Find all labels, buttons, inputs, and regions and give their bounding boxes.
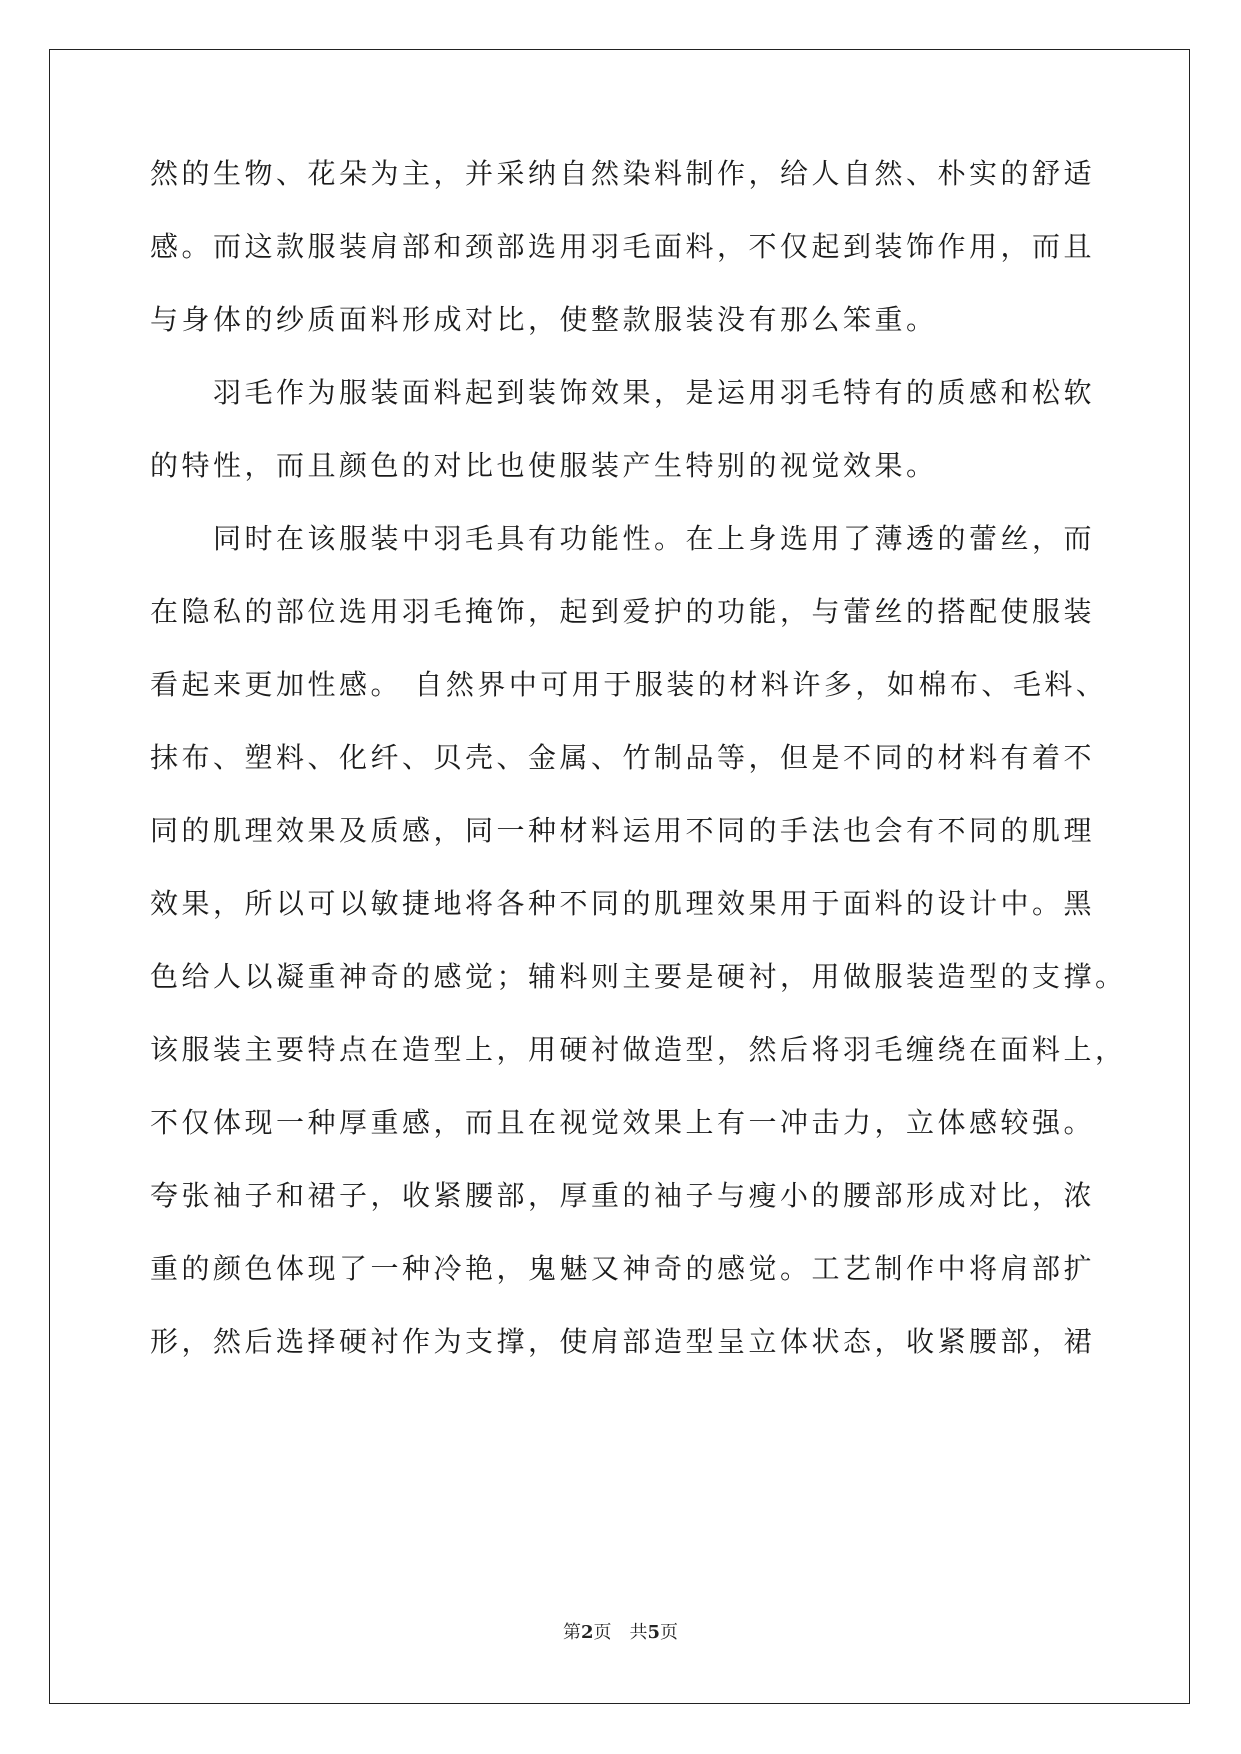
footer-middle: 页 共 [593, 1622, 648, 1643]
page-number-footer [0, 1622, 1241, 1644]
text-line: 形，然后选择硬衬作为支撑，使肩部造型呈立体状态，收紧腰部，裙 [150, 1325, 1096, 1358]
text-line: 重的颜色体现了一种冷艳，鬼魅又神奇的感觉。工艺制作中将肩部扩 [150, 1252, 1096, 1285]
total-page-number: 5 [647, 1622, 661, 1643]
text-line: 效果，所以可以敏捷地将各种不同的肌理效果用于面料的设计中。黑 [150, 887, 1096, 920]
text-line: 色给人以凝重神奇的感觉；辅料则主要是硬衬，用做服装造型的支撑。 [150, 960, 1127, 993]
text-line: 羽毛作为服装面料起到装饰效果，是运用羽毛特有的质感和松软 [150, 376, 1096, 409]
text-line: 然的生物、花朵为主，并采纳自然染料制作，给人自然、朴实的舒适 [150, 157, 1096, 190]
text-line: 同的肌理效果及质感，同一种材料运用不同的手法也会有不同的肌理 [150, 814, 1096, 847]
text-line: 同时在该服装中羽毛具有功能性。在上身选用了薄透的蕾丝，而 [150, 522, 1096, 555]
text-line: 该服装主要特点在造型上，用硬衬做造型，然后将羽毛缠绕在面料上， [150, 1033, 1127, 1066]
footer-prefix: 第 [562, 1622, 581, 1643]
footer-suffix: 页 [660, 1622, 679, 1643]
text-line: 与身体的纱质面料形成对比，使整款服装没有那么笨重。 [150, 303, 938, 336]
text-line: 抹布、塑料、化纤、贝壳、金属、竹制品等，但是不同的材料有着不 [150, 741, 1096, 774]
text-line: 看起来更加性感。 自然界中可用于服装的材料许多，如棉布、毛料、 [150, 668, 1108, 701]
text-line: 感。而这款服装肩部和颈部选用羽毛面料，不仅起到装饰作用，而且 [150, 230, 1096, 263]
page-border [49, 49, 1190, 1704]
text-line: 夸张袖子和裙子，收紧腰部，厚重的袖子与瘦小的腰部形成对比，浓 [150, 1179, 1096, 1212]
text-line: 的特性，而且颜色的对比也使服装产生特别的视觉效果。 [150, 449, 938, 482]
current-page-number: 2 [580, 1622, 594, 1643]
text-line: 在隐私的部位选用羽毛掩饰，起到爱护的功能，与蕾丝的搭配使服装 [150, 595, 1096, 628]
text-line: 不仅体现一种厚重感，而且在视觉效果上有一冲击力，立体感较强。 [150, 1106, 1096, 1139]
